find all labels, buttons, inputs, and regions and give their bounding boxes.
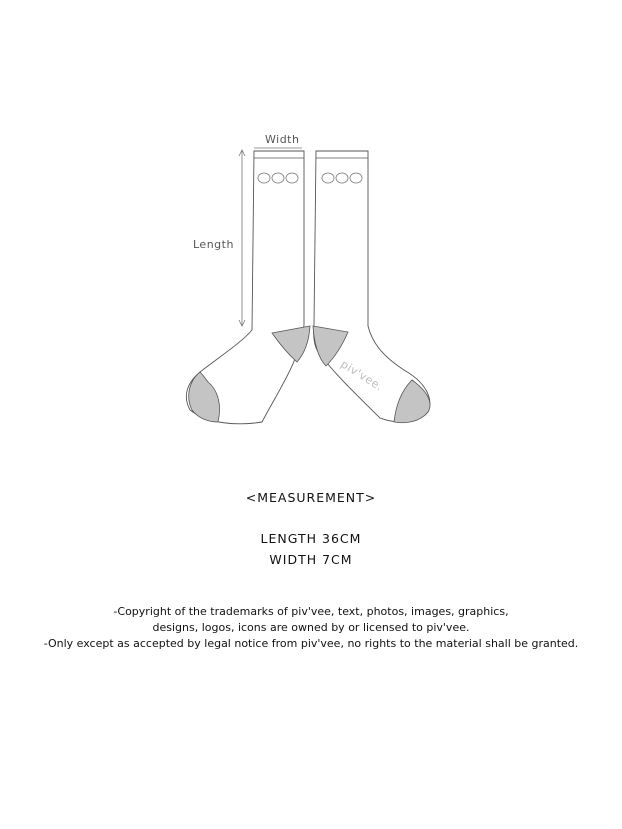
copyright-line-2: designs, logos, icons are owned by or licensed to piv'vee. <box>152 621 470 634</box>
brand-text: piv'vee. <box>338 357 386 394</box>
measurement-title: <MEASUREMENT> <box>245 490 377 505</box>
right-sock <box>313 151 430 423</box>
left-sock <box>186 151 310 424</box>
width-label: Width <box>265 133 300 146</box>
sock-diagram <box>0 120 622 440</box>
copyright-line-3: -Only except as accepted by legal notice from piv'vee, no rights to the material shall be granted. <box>43 637 579 650</box>
width-measurement: WIDTH 7CM <box>269 552 353 567</box>
sock-illustration <box>0 120 622 440</box>
length-label: Length <box>193 238 234 251</box>
length-measurement: LENGTH 36CM <box>260 531 362 546</box>
length-dimension-arrow <box>239 150 245 326</box>
copyright-line-1: -Copyright of the trademarks of piv'vee, text, photos, images, graphics, <box>113 605 509 618</box>
